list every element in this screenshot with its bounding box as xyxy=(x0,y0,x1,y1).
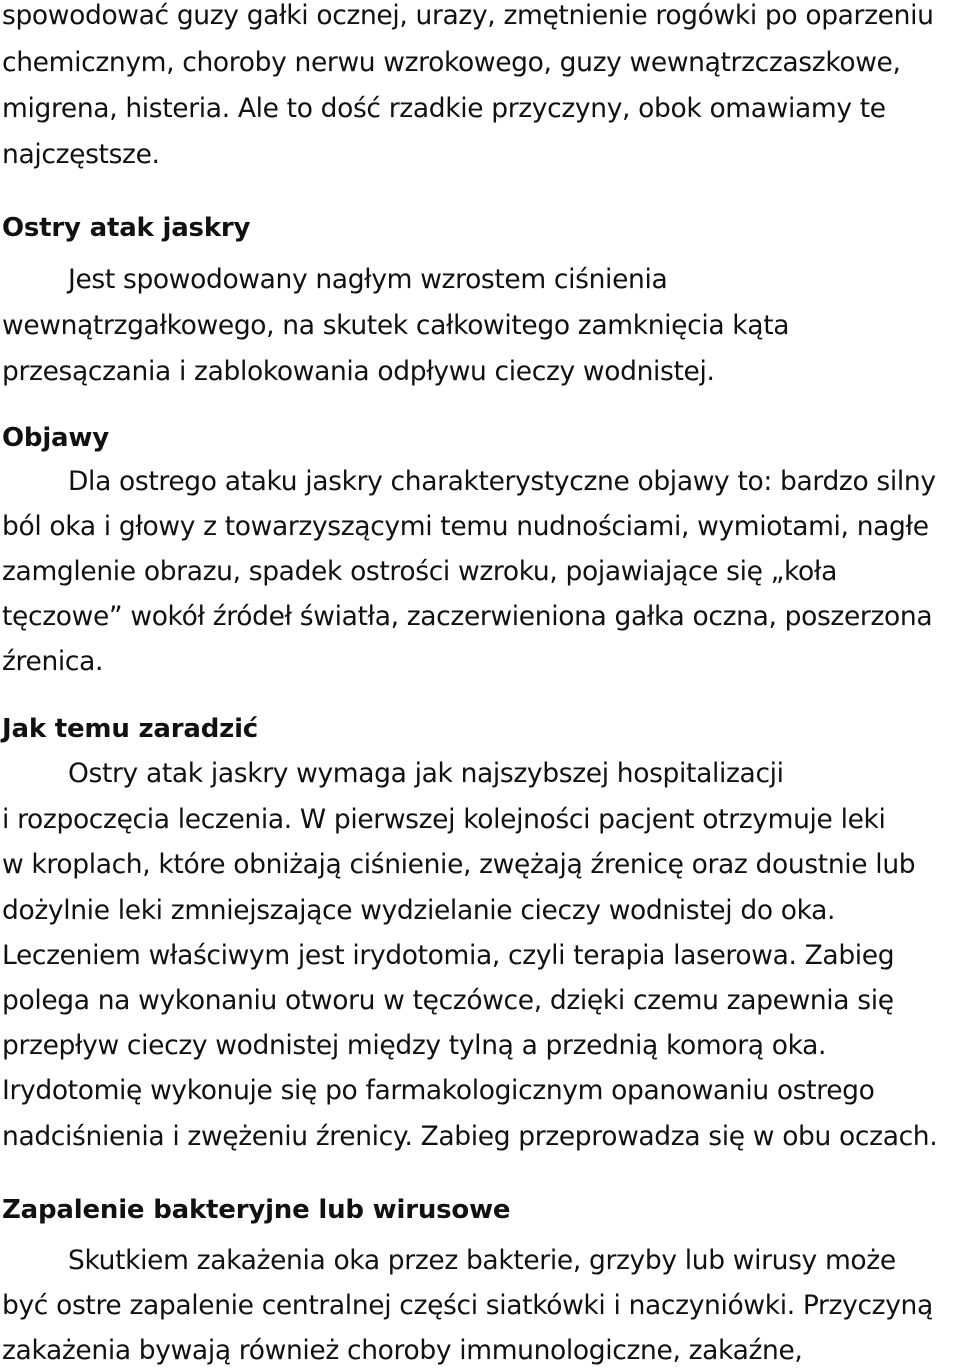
paragraph-line: zamglenie obrazu, spadek ostrości wzroku, pojawiające się „koła xyxy=(2,556,837,587)
intro-line: najczęstsze. xyxy=(2,139,160,170)
intro-line: spowodować guzy gałki ocznej, urazy, zmętnienie rogówki po oparzeniu xyxy=(2,0,934,31)
section-heading: Zapalenie bakteryjne lub wirusowe xyxy=(2,1195,511,1225)
paragraph-line: Irydotomię wykonuje się po farmakologicznym opanowaniu ostrego xyxy=(2,1075,875,1106)
section-heading: Ostry atak jaskry xyxy=(2,213,251,243)
paragraph-line: źrenica. xyxy=(2,646,104,677)
paragraph-line: być ostre zapalenie centralnej części siatkówki i naczyniówki. Przyczyną xyxy=(2,1290,933,1321)
paragraph-line: Leczeniem właściwym jest irydotomia, czyli terapia laserowa. Zabieg xyxy=(2,940,895,971)
paragraph-line: Skutkiem zakażenia oka przez bakterie, grzyby lub wirusy może xyxy=(68,1245,896,1276)
paragraph-line: nadciśnienia i zwężeniu źrenicy. Zabieg przeprowadza się w obu oczach. xyxy=(2,1121,938,1152)
paragraph-line: Dla ostrego ataku jaskry charakterystyczne objawy to: bardzo silny xyxy=(68,466,936,497)
paragraph-line: w kroplach, które obniżają ciśnienie, zwężają źrenicę oraz doustnie lub xyxy=(2,849,916,880)
intro-line: migrena, histeria. Ale to dość rzadkie przyczyny, obok omawiamy te xyxy=(2,93,886,124)
paragraph-line: wewnątrzgałkowego, na skutek całkowitego zamknięcia kąta xyxy=(2,310,790,341)
paragraph-line: ból oka i głowy z towarzyszącymi temu nudnościami, wymiotami, nagłe xyxy=(2,511,929,542)
section-heading: Objawy xyxy=(2,423,109,453)
paragraph-line: przepływ cieczy wodnistej między tylną a przednią komorą oka. xyxy=(2,1030,827,1061)
intro-line: chemicznym, choroby nerwu wzrokowego, guzy wewnątrzczaszkowe, xyxy=(2,47,901,78)
paragraph-line: przesączania i zablokowania odpływu cieczy wodnistej. xyxy=(2,356,715,387)
paragraph-line: Ostry atak jaskry wymaga jak najszybszej hospitalizacji xyxy=(68,758,784,789)
paragraph-line: dożylnie leki zmniejszające wydzielanie cieczy wodnistej do oka. xyxy=(2,895,836,926)
paragraph-line: zakażenia bywają również choroby immunologiczne, zakaźne, xyxy=(2,1335,803,1366)
section-heading: Jak temu zaradzić xyxy=(2,714,258,744)
paragraph-line: i rozpoczęcia leczenia. W pierwszej kolejności pacjent otrzymuje leki xyxy=(2,804,886,835)
paragraph-line: tęczowe” wokół źródeł światła, zaczerwieniona gałka oczna, poszerzona xyxy=(2,601,933,632)
paragraph-line: Jest spowodowany nagłym wzrostem ciśnienia xyxy=(68,264,668,295)
paragraph-line: polega na wykonaniu otworu w tęczówce, dzięki czemu zapewnia się xyxy=(2,985,894,1016)
